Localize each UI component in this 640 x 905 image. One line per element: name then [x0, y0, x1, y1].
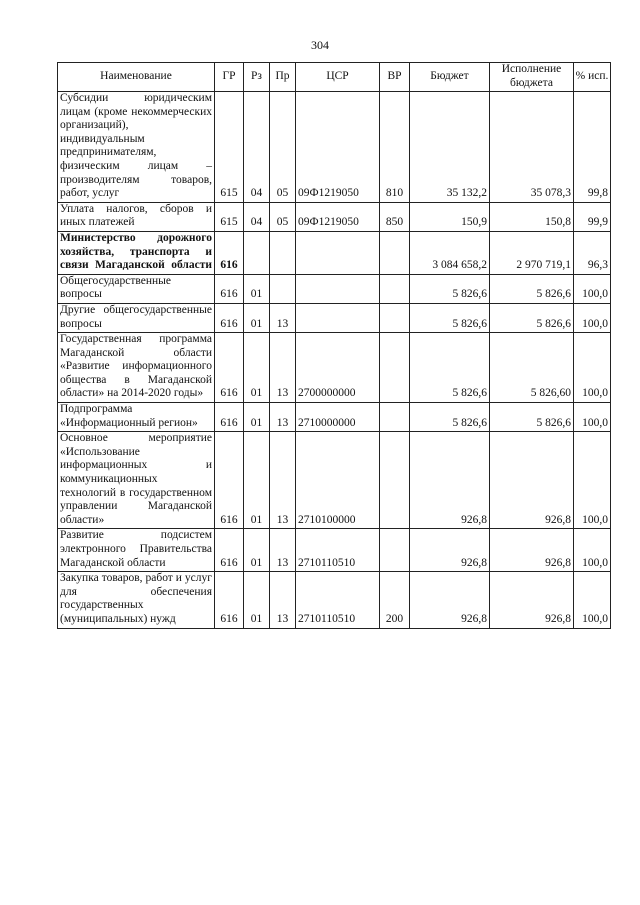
row-budget: 5 826,6	[410, 333, 490, 403]
table-row	[58, 92, 611, 203]
header-rz: Рз	[244, 63, 270, 92]
row-csr: 2700000000	[296, 333, 380, 403]
row-csr	[296, 303, 380, 332]
table-row	[58, 231, 611, 274]
row-csr: 2710100000	[296, 432, 380, 529]
row-rz: 01	[244, 529, 270, 572]
row-name: Другие общегосударственные вопросы	[58, 303, 215, 332]
row-budget: 5 826,6	[410, 274, 490, 303]
header-percent: % исп.	[574, 63, 611, 92]
row-budget: 150,9	[410, 202, 490, 231]
row-rz: 01	[244, 333, 270, 403]
row-rz	[244, 231, 270, 274]
row-pr: 05	[270, 202, 296, 231]
row-percent: 100,0	[574, 403, 611, 432]
row-execution: 150,8	[490, 202, 574, 231]
table-row	[58, 274, 611, 303]
row-csr: 09Ф1219050	[296, 202, 380, 231]
row-gr: 616	[215, 432, 244, 529]
row-name: Субсидии юридическим лицам (кроме некоммерческих организаций), индивидуальным предпринимателям, физическим лицам – производителям товаров, работ, услуг	[58, 92, 215, 203]
row-name: Основное мероприятие «Использование информационных и коммуникационных технологий в государственном управлении Магаданской области»	[58, 432, 215, 529]
row-vr	[380, 274, 410, 303]
row-csr: 2710110510	[296, 572, 380, 628]
row-vr: 810	[380, 92, 410, 203]
row-percent: 100,0	[574, 572, 611, 628]
row-percent: 100,0	[574, 274, 611, 303]
row-name: Закупка товаров, работ и услуг для обеспечения государственных (муниципальных) нужд	[58, 572, 215, 628]
row-pr	[270, 231, 296, 274]
header-execution: Исполнение бюджета	[490, 63, 574, 92]
row-rz: 01	[244, 403, 270, 432]
row-pr: 13	[270, 333, 296, 403]
row-vr	[380, 303, 410, 332]
row-budget: 926,8	[410, 432, 490, 529]
row-execution: 926,8	[490, 432, 574, 529]
table-row	[58, 432, 611, 529]
table-row	[58, 403, 611, 432]
row-rz: 04	[244, 202, 270, 231]
header-pr: Пр	[270, 63, 296, 92]
row-gr: 616	[215, 231, 244, 274]
header-csr: ЦСР	[296, 63, 380, 92]
row-gr: 616	[215, 572, 244, 628]
row-percent: 96,3	[574, 231, 611, 274]
row-gr: 615	[215, 92, 244, 203]
row-gr: 616	[215, 303, 244, 332]
row-percent: 100,0	[574, 303, 611, 332]
table-header-row	[58, 63, 611, 92]
row-budget: 3 084 658,2	[410, 231, 490, 274]
row-gr: 616	[215, 274, 244, 303]
row-vr: 200	[380, 572, 410, 628]
page-number: 304	[311, 38, 329, 52]
row-budget: 926,8	[410, 572, 490, 628]
row-pr: 13	[270, 572, 296, 628]
header-name: Наименование	[58, 63, 215, 92]
row-pr: 13	[270, 529, 296, 572]
row-csr: 2710110510	[296, 529, 380, 572]
row-execution: 5 826,6	[490, 403, 574, 432]
row-vr	[380, 529, 410, 572]
row-percent: 100,0	[574, 333, 611, 403]
row-budget: 5 826,6	[410, 303, 490, 332]
row-rz: 01	[244, 432, 270, 529]
row-name: Государственная программа Магаданской области «Развитие информационного общества в Магаданской области» на 2014-2020 годы»	[58, 333, 215, 403]
row-percent: 100,0	[574, 432, 611, 529]
row-rz: 01	[244, 274, 270, 303]
row-budget: 926,8	[410, 529, 490, 572]
table-row	[58, 202, 611, 231]
row-csr	[296, 231, 380, 274]
row-vr	[380, 403, 410, 432]
row-percent: 99,9	[574, 202, 611, 231]
row-percent: 100,0	[574, 529, 611, 572]
row-name: Уплата налогов, сборов и иных платежей	[58, 202, 215, 231]
row-percent: 99,8	[574, 92, 611, 203]
row-pr	[270, 274, 296, 303]
row-name: Министерство дорожного хозяйства, транспорта и связи Магаданской области	[58, 231, 215, 274]
row-pr: 05	[270, 92, 296, 203]
row-vr: 850	[380, 202, 410, 231]
row-vr	[380, 333, 410, 403]
row-gr: 616	[215, 529, 244, 572]
row-vr	[380, 231, 410, 274]
table-row	[58, 529, 611, 572]
row-pr: 13	[270, 432, 296, 529]
row-rz: 01	[244, 303, 270, 332]
header-gr: ГР	[215, 63, 244, 92]
row-budget: 5 826,6	[410, 403, 490, 432]
row-execution: 5 826,6	[490, 274, 574, 303]
row-name: Развитие подсистем электронного Правительства Магаданской области	[58, 529, 215, 572]
row-gr: 616	[215, 403, 244, 432]
row-pr: 13	[270, 303, 296, 332]
row-rz: 01	[244, 572, 270, 628]
row-execution: 926,8	[490, 572, 574, 628]
table-row	[58, 333, 611, 403]
row-gr: 616	[215, 333, 244, 403]
row-budget: 35 132,2	[410, 92, 490, 203]
header-budget: Бюджет	[410, 63, 490, 92]
row-execution: 926,8	[490, 529, 574, 572]
row-execution: 5 826,60	[490, 333, 574, 403]
row-execution: 2 970 719,1	[490, 231, 574, 274]
row-csr	[296, 274, 380, 303]
row-csr: 2710000000	[296, 403, 380, 432]
row-csr: 09Ф1219050	[296, 92, 380, 203]
table-row	[58, 303, 611, 332]
header-vr: ВР	[380, 63, 410, 92]
budget-table	[57, 62, 611, 629]
row-vr	[380, 432, 410, 529]
row-name: Подпрограмма «Информационный регион»	[58, 403, 215, 432]
row-rz: 04	[244, 92, 270, 203]
row-pr: 13	[270, 403, 296, 432]
row-name: Общегосударственные вопросы	[58, 274, 215, 303]
row-execution: 35 078,3	[490, 92, 574, 203]
row-gr: 615	[215, 202, 244, 231]
table-row	[58, 572, 611, 628]
row-execution: 5 826,6	[490, 303, 574, 332]
